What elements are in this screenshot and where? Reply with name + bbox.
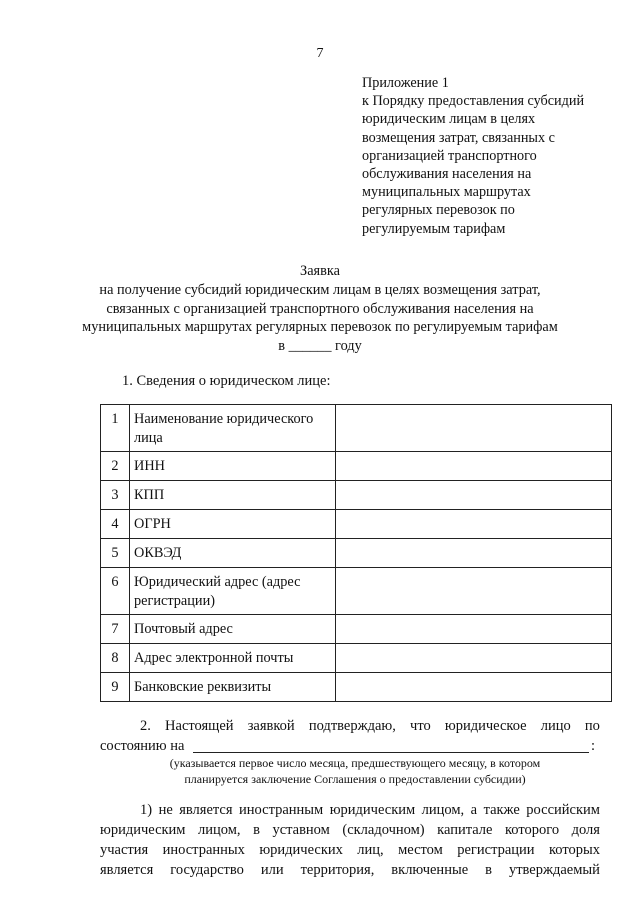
appendix-line: организацией транспортного xyxy=(362,147,537,164)
para3-word: юридическим xyxy=(100,822,186,838)
section-1-heading: 1. Сведения о юридическом лице: xyxy=(122,373,331,389)
row-label: Наименование юридического лица xyxy=(130,405,336,452)
title-line: муниципальных маршрутах регулярных перевозок по регулируемым тарифам xyxy=(82,319,558,336)
row-value[interactable] xyxy=(336,615,612,644)
table-row xyxy=(101,568,612,615)
para3-word: является xyxy=(179,802,233,818)
row-number: 5 xyxy=(101,539,130,568)
date-blank-field[interactable] xyxy=(193,752,589,753)
note-line: (указывается первое число месяца, предшествующего месяцу, в котором xyxy=(169,756,541,770)
row-number: 7 xyxy=(101,615,130,644)
row-value[interactable] xyxy=(336,452,612,481)
table-row xyxy=(101,644,612,673)
row-number: 4 xyxy=(101,510,130,539)
para2-word: что xyxy=(410,718,431,734)
appendix-line: обслуживания населения на xyxy=(362,166,532,183)
row-value[interactable] xyxy=(336,481,612,510)
para3-word: участия xyxy=(100,842,149,858)
row-label: КПП xyxy=(130,481,336,510)
para3-word: в xyxy=(253,822,260,838)
para2-colon: : xyxy=(591,738,596,754)
appendix-line: регулируемым тарифам xyxy=(362,220,506,237)
table-row xyxy=(101,615,612,644)
row-label: Адрес электронной почты xyxy=(130,644,336,673)
para3-line xyxy=(100,842,600,859)
para3-word: в xyxy=(485,862,492,878)
row-label: Почтовый адрес xyxy=(130,615,336,644)
para3-word: 1) xyxy=(140,802,153,818)
table-row xyxy=(101,481,612,510)
table-row xyxy=(101,510,612,539)
para3-word: а xyxy=(470,802,478,818)
para3-word: лиц, xyxy=(357,842,384,858)
title-line: связанных с организацией транспортного обслуживания населения на xyxy=(106,300,534,317)
para3-word: также xyxy=(483,802,520,818)
row-number: 8 xyxy=(101,644,130,673)
row-value[interactable] xyxy=(336,644,612,673)
page-number: 7 xyxy=(316,46,324,61)
appendix-line: регулярных перевозок по xyxy=(362,202,515,219)
para3-word: которых xyxy=(548,842,600,858)
para3-word: доля xyxy=(571,822,600,838)
para3-word: (складочном) xyxy=(342,822,425,838)
title-heading: Заявка xyxy=(300,263,340,279)
para3-word: капитале xyxy=(437,822,493,838)
para2-word: лицо xyxy=(540,718,571,734)
para3-word: иностранным xyxy=(239,802,324,818)
para3-word: лицом, xyxy=(421,802,465,818)
para3-word: юридическим xyxy=(329,802,416,818)
row-value[interactable] xyxy=(336,539,612,568)
table-row xyxy=(101,673,612,702)
para3-word: лицом, xyxy=(198,822,241,838)
row-number: 1 xyxy=(101,405,130,452)
para3-word: является xyxy=(100,862,154,878)
para2-line2: состоянию на xyxy=(100,738,185,754)
appendix-line: к Порядку предоставления субсидий xyxy=(362,93,585,110)
table-row xyxy=(101,539,612,568)
para2-word: 2. xyxy=(140,718,151,734)
para2-word: по xyxy=(584,718,600,734)
appendix-line: юридическим лицам в целях xyxy=(362,111,536,128)
row-value[interactable] xyxy=(336,510,612,539)
para3-word: российским xyxy=(526,802,600,818)
appendix-line: муниципальных маршрутах xyxy=(362,184,531,201)
title-year-line: в ______ году xyxy=(278,338,362,355)
para2-word: подтверждаю, xyxy=(308,718,396,734)
appendix-line: Приложение 1 xyxy=(362,75,449,91)
table-row xyxy=(101,452,612,481)
row-label: ОКВЭД xyxy=(130,539,336,568)
para3-word: утверждаемый xyxy=(508,862,600,878)
para3-word: юридических xyxy=(259,842,343,858)
para3-line xyxy=(100,862,600,879)
para3-word: не xyxy=(158,802,173,818)
note-line: планируется заключение Соглашения о предоставлении субсидии) xyxy=(184,771,526,786)
para3-line xyxy=(140,802,600,819)
para3-word: государство xyxy=(170,862,244,878)
para2-line1 xyxy=(140,718,600,735)
para3-word: уставном xyxy=(272,822,330,838)
document-title xyxy=(0,262,640,356)
date-note xyxy=(0,756,640,787)
row-label: Юридический адрес (адрес регистрации) xyxy=(130,568,336,615)
para3-word: которого xyxy=(505,822,560,838)
row-label: Банковские реквизиты xyxy=(130,673,336,702)
row-number: 3 xyxy=(101,481,130,510)
para2-word: юридическое xyxy=(444,718,527,734)
row-value[interactable] xyxy=(336,568,612,615)
table-row xyxy=(101,405,612,452)
para2-word: заявкой xyxy=(247,718,295,734)
row-value[interactable] xyxy=(336,405,612,452)
row-label: ИНН xyxy=(130,452,336,481)
legal-entity-table xyxy=(100,404,612,702)
para3-word: или xyxy=(260,862,284,878)
row-number: 9 xyxy=(101,673,130,702)
row-number: 6 xyxy=(101,568,130,615)
para3-word: иностранных xyxy=(162,842,245,858)
title-line: на получение субсидий юридическим лицам в целях возмещения затрат, xyxy=(99,281,541,298)
para3-word: территория, xyxy=(300,862,375,878)
row-label: ОГРН xyxy=(130,510,336,539)
appendix-block xyxy=(362,74,612,238)
para3-word: местом xyxy=(398,842,443,858)
appendix-line: возмещения затрат, связанных с xyxy=(362,129,555,146)
para3-line xyxy=(100,822,600,839)
para2-word: Настоящей xyxy=(165,718,234,734)
para3-word: включенные xyxy=(391,862,469,878)
para3-word: регистрации xyxy=(457,842,535,858)
row-value[interactable] xyxy=(336,673,612,702)
row-number: 2 xyxy=(101,452,130,481)
